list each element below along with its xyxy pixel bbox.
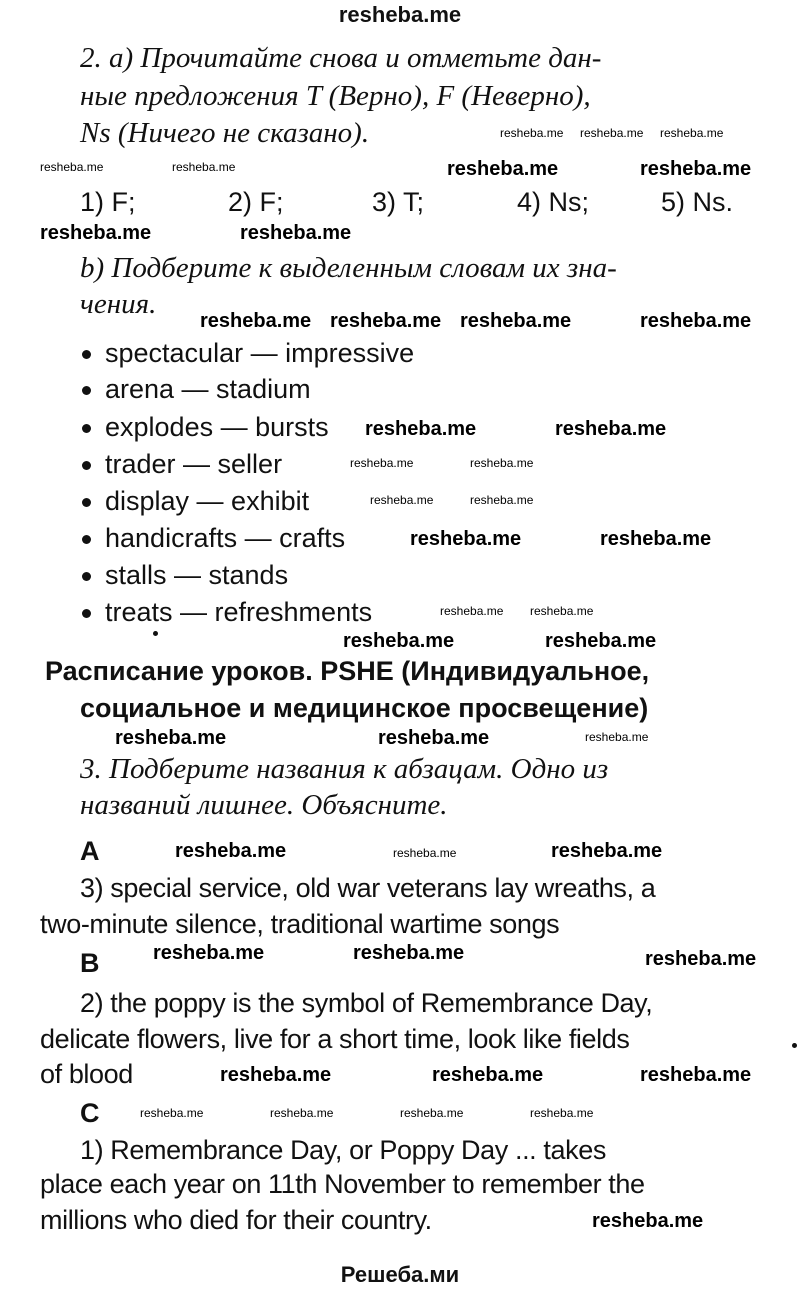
stray-dot xyxy=(792,1043,797,1048)
bullet-icon xyxy=(82,350,91,359)
watermark: resheba.me xyxy=(640,1064,752,1086)
watermark: resheba.me xyxy=(640,158,752,180)
bullet-item xyxy=(82,522,345,554)
stray-dot xyxy=(153,631,158,636)
watermark: resheba.me xyxy=(545,630,657,652)
watermark: resheba.me xyxy=(370,493,434,507)
watermark: resheba.me xyxy=(343,630,455,652)
watermark: resheba.me xyxy=(460,310,572,332)
watermark: resheba.me xyxy=(40,160,104,174)
watermark: resheba.me xyxy=(592,1210,704,1232)
watermark: resheba.me xyxy=(447,158,559,180)
site-header: resheba.me xyxy=(338,2,462,27)
bullet-text: trader — seller xyxy=(105,449,283,479)
watermark: resheba.me xyxy=(640,310,752,332)
watermark: resheba.me xyxy=(660,126,724,140)
watermark: resheba.me xyxy=(40,222,152,244)
bullet-text: display — exhibit xyxy=(105,486,310,516)
task2a-line-3: Ns (Ничего не сказано). xyxy=(80,117,370,149)
answer-1: 1) F; xyxy=(80,187,136,217)
bullet-item xyxy=(82,373,311,405)
bullet-item xyxy=(82,448,282,480)
watermark: resheba.me xyxy=(270,1106,334,1120)
bullet-text: explodes — bursts xyxy=(105,412,329,442)
watermark: resheba.me xyxy=(172,160,236,174)
bullet-item xyxy=(82,485,309,517)
watermark: resheba.me xyxy=(645,948,757,970)
bullet-icon xyxy=(82,535,91,544)
bullet-item xyxy=(82,559,288,591)
watermark: resheba.me xyxy=(400,1106,464,1120)
answer-3: 3) T; xyxy=(372,187,425,217)
bullet-icon xyxy=(82,461,91,470)
watermark: resheba.me xyxy=(555,418,667,440)
watermark: resheba.me xyxy=(585,730,649,744)
watermark: resheba.me xyxy=(330,310,442,332)
bullet-item xyxy=(82,596,372,628)
watermark: resheba.me xyxy=(470,493,534,507)
watermark: resheba.me xyxy=(551,840,663,862)
paragraph-a-line-1: 3) special service, old war veterans lay wreaths, a xyxy=(80,873,656,903)
paragraph-b-line-2: delicate flowers, live for a short time, look like fields xyxy=(40,1024,630,1054)
bullet-text: arena — stadium xyxy=(105,374,311,404)
bullet-text: handicrafts — crafts xyxy=(105,523,346,553)
paragraph-b-line-1: 2) the poppy is the symbol of Remembrance Day, xyxy=(80,988,653,1018)
task3-line-2: названий лишнее. Объясните. xyxy=(80,789,448,821)
watermark: resheba.me xyxy=(140,1106,204,1120)
bullet-icon xyxy=(82,572,91,581)
bullet-icon xyxy=(82,386,91,395)
bullet-text: spectacular — impressive xyxy=(105,338,415,368)
task2b-line-2: чения. xyxy=(80,288,157,320)
watermark: resheba.me xyxy=(410,528,522,550)
watermark: resheba.me xyxy=(115,727,227,749)
watermark: resheba.me xyxy=(240,222,352,244)
watermark: resheba.me xyxy=(440,604,504,618)
task2a-line-1: 2. a) Прочитайте снова и отметьте дан- xyxy=(80,42,602,74)
watermark: resheba.me xyxy=(200,310,312,332)
watermark: resheba.me xyxy=(220,1064,332,1086)
watermark: resheba.me xyxy=(530,604,594,618)
watermark: resheba.me xyxy=(153,942,265,964)
answers-row xyxy=(80,186,780,218)
task2b-line-1: b) Подберите к выделенным словам их зна- xyxy=(80,252,617,284)
watermark: resheba.me xyxy=(500,126,564,140)
section-title-line-1: Расписание уроков. PSHE (Индивидуальное, xyxy=(45,656,650,686)
paragraph-c-line-2: place each year on 11th November to remember the xyxy=(40,1169,645,1199)
paragraph-b-letter: B xyxy=(80,948,100,978)
bullet-text: stalls — stands xyxy=(105,560,289,590)
watermark: resheba.me xyxy=(530,1106,594,1120)
paragraph-b-line-3: of blood xyxy=(40,1059,133,1089)
answer-4: 4) Ns; xyxy=(517,187,590,217)
task3-line-1: 3. Подберите названия к абзацам. Одно из xyxy=(80,753,609,785)
bullet-item xyxy=(82,411,329,443)
section-title-line-2: социальное и медицинское просвещение) xyxy=(80,693,649,723)
watermark: resheba.me xyxy=(353,942,465,964)
watermark: resheba.me xyxy=(600,528,712,550)
watermark: resheba.me xyxy=(350,456,414,470)
paragraph-c-letter: C xyxy=(80,1098,100,1128)
task2a-line-2: ные предложения T (Верно), F (Неверно), xyxy=(80,80,591,112)
answer-5: 5) Ns. xyxy=(661,187,734,217)
paragraph-c-line-3: millions who died for their country. xyxy=(40,1205,432,1235)
answer-2: 2) F; xyxy=(228,187,284,217)
site-footer: Решеба.ми xyxy=(340,1262,460,1287)
watermark: resheba.me xyxy=(432,1064,544,1086)
watermark: resheba.me xyxy=(393,846,457,860)
bullet-icon xyxy=(82,424,91,433)
paragraph-a-letter: A xyxy=(80,836,100,866)
watermark: resheba.me xyxy=(470,456,534,470)
bullet-icon xyxy=(82,498,91,507)
paragraph-a-line-2: two-minute silence, traditional wartime songs xyxy=(40,909,560,939)
paragraph-c-line-1: 1) Remembrance Day, or Poppy Day ... takes xyxy=(80,1135,606,1165)
watermark: resheba.me xyxy=(378,727,490,749)
bullet-icon xyxy=(82,609,91,618)
watermark: resheba.me xyxy=(175,840,287,862)
watermark: resheba.me xyxy=(580,126,644,140)
bullet-item xyxy=(82,337,414,369)
bullet-text: treats — refreshments xyxy=(105,597,373,627)
watermark: resheba.me xyxy=(365,418,477,440)
